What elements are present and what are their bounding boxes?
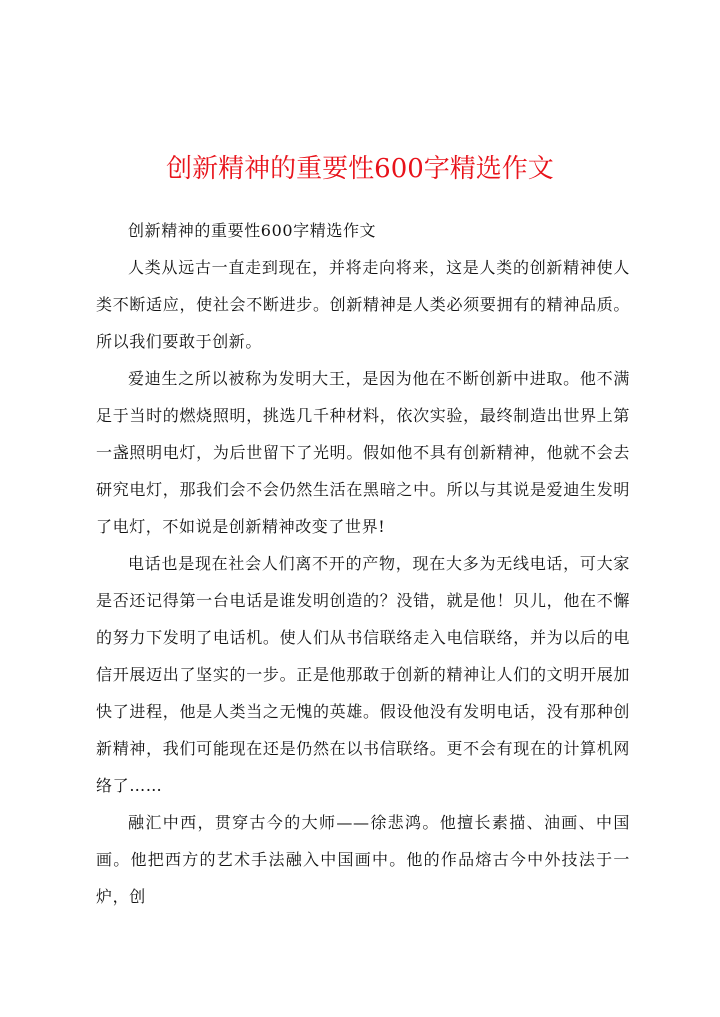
document-title: 创新精神的重要性600字精选作文: [166, 154, 554, 184]
paragraph: 电话也是现在社会人们离不开的产物，现在大多为无线电话，可大家是否还记得第一台电话是谁发明创造的？没错，就是他！贝儿，他在不懈的努力下发明了电话机。使人们从书信联络走入电信联络，并为以后的电信开展迈出了坚实的一步。正是他那敢于创新的精神让人们的文明开展加快了进程，他是人类当之无愧的英雄。假设他没有发明电话，没有那种创新精神，我们可能现在还是仍然在以书信联络。更不会有现在的计算机网络了……: [96, 554, 630, 795]
paragraph-subtitle: 创新精神的重要性600字精选作文: [128, 221, 377, 240]
document-body: [96, 212, 630, 915]
paragraph: 爱迪生之所以被称为发明大王，是因为他在不断创新中进取。他不满足于当时的燃烧照明，挑选几千种材料，依次实验，最终制造出世界上第一盏照明电灯，为后世留下了光明。假如他不具有创新精神，他就不会去研究电灯，那我们会不会仍然生活在黑暗之中。所以与其说是爱迪生发明了电灯，不如说是创新精神改变了世界!: [96, 369, 630, 536]
paragraph: 人类从远古一直走到现在，并将走向将来，这是人类的创新精神使人类不断适应，使社会不断进步。创新精神是人类必须要拥有的精神品质。所以我们要敢于创新。: [96, 258, 630, 351]
paragraph: 融汇中西，贯穿古今的大师——徐悲鸿。他擅长素描、油画、中国画。他把西方的艺术手法融入中国画中。他的作品熔古今中外技法于一炉，创: [96, 813, 630, 906]
